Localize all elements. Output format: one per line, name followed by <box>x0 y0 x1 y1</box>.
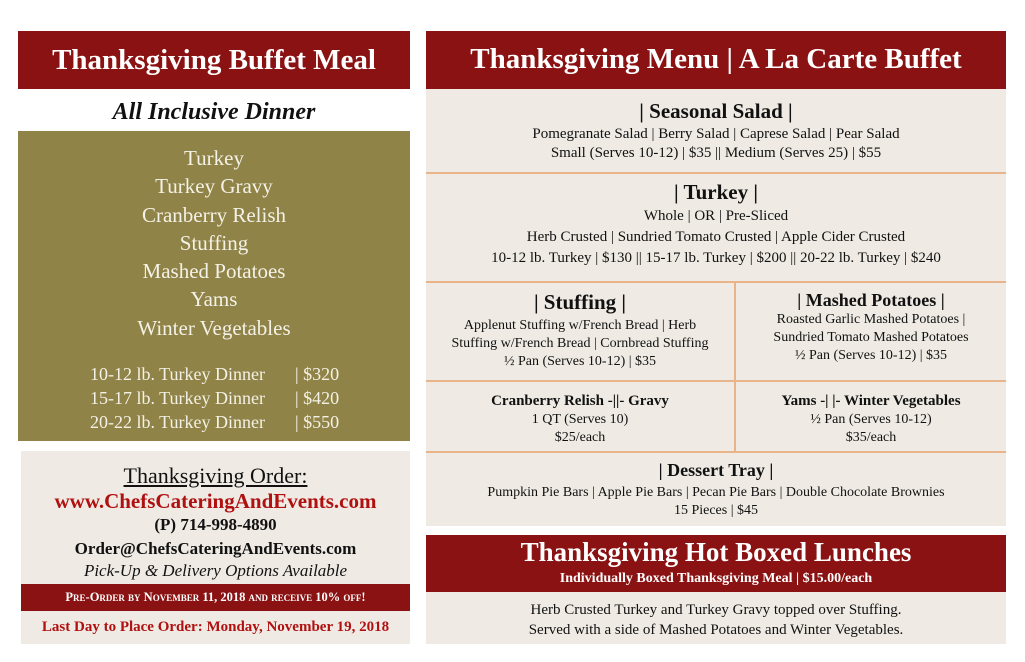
pickup-delivery-note: Pick-Up & Delivery Options Available <box>83 561 348 580</box>
menu-item: Cranberry Relish <box>141 202 287 227</box>
order-info-box <box>21 451 410 644</box>
website-link[interactable]: www.ChefsCateringAndEvents.com <box>54 489 377 513</box>
inclusive-menu-box <box>18 131 410 441</box>
dinner-price: | $420 <box>295 388 340 408</box>
last-day-notice: Last Day to Place Order: Monday, November 19, 2018 <box>41 619 390 635</box>
a-la-carte-panel <box>426 89 1006 526</box>
buffet-meal-title: Thanksgiving Buffet Meal <box>18 31 410 89</box>
dessert-tray-section <box>426 456 1006 520</box>
section-title: | Turkey | <box>674 180 758 204</box>
boxed-lunch-description <box>426 592 1006 644</box>
menu-item: Yams <box>190 287 238 312</box>
section-line: 15 Pieces | $45 <box>673 503 759 518</box>
dinner-price: | $550 <box>295 412 340 432</box>
section-line: ½ Pan (Serves 10-12) <box>810 412 932 427</box>
section-divider <box>426 380 1006 382</box>
section-divider <box>426 281 1006 283</box>
section-line: Small (Serves 10-12) | $35 || Medium (Serves 25) | $55 <box>550 145 882 161</box>
a-la-carte-title: Thanksgiving Menu | A La Carte Buffet <box>426 31 1006 89</box>
order-heading: Thanksgiving Order: <box>123 463 308 488</box>
section-line: $35/each <box>845 430 897 445</box>
stuffing-section <box>426 287 734 371</box>
boxed-lunch-banner <box>426 535 1006 592</box>
dinner-name: 20-22 lb. Turkey Dinner <box>90 412 265 432</box>
preorder-discount-banner: Pre-Order by November 11, 2018 and receive 10% off! <box>21 584 410 611</box>
section-title: | Dessert Tray | <box>658 460 774 480</box>
section-line: Herb Crusted | Sundried Tomato Crusted | Apple Cider Crusted <box>526 229 906 245</box>
mashed-potatoes-section <box>736 289 1006 365</box>
section-title: Cranberry Relish -||- Gravy <box>491 393 669 409</box>
section-line: Pomegranate Salad | Berry Salad | Caprese Salad | Pear Salad <box>532 126 900 142</box>
dinner-name: 15-17 lb. Turkey Dinner <box>90 388 265 408</box>
section-line: ½ Pan (Serves 10-12) | $35 <box>794 348 948 363</box>
section-line: Pumpkin Pie Bars | Apple Pie Bars | Pecan Pie Bars | Double Chocolate Brownies <box>487 485 945 500</box>
turkey-section <box>426 177 1006 268</box>
section-line: $25/each <box>554 430 606 445</box>
section-line: Roasted Garlic Mashed Potatoes | <box>776 312 966 327</box>
phone-number: (P) 714-998-4890 <box>154 515 277 534</box>
inclusive-menu-list <box>18 144 410 342</box>
section-line: Whole | OR | Pre-Sliced <box>643 208 789 224</box>
all-inclusive-subtitle: All Inclusive Dinner <box>112 99 316 125</box>
dinner-name: 10-12 lb. Turkey Dinner <box>90 364 265 384</box>
boxed-lunch-title: Thanksgiving Hot Boxed Lunches <box>520 537 912 567</box>
yams-vegetables-section <box>736 391 1006 447</box>
section-divider <box>426 172 1006 174</box>
seasonal-salad-section <box>426 97 1006 163</box>
description-line: Herb Crusted Turkey and Turkey Gravy topped over Stuffing. <box>530 602 902 618</box>
menu-item: Winter Vegetables <box>137 315 291 340</box>
menu-item: Turkey <box>184 146 244 170</box>
section-line: Sundried Tomato Mashed Potatoes <box>773 330 969 345</box>
cranberry-gravy-section <box>426 391 734 447</box>
dinner-price: | $320 <box>295 364 340 384</box>
section-title: | Stuffing | <box>533 290 627 314</box>
section-line: ½ Pan (Serves 10-12) | $35 <box>503 354 657 369</box>
boxed-lunch-subtitle: Individually Boxed Thanksgiving Meal | $15.00/each <box>559 571 873 586</box>
section-line: Applenut Stuffing w/French Bread | Herb <box>463 318 697 333</box>
section-line: 1 QT (Serves 10) <box>531 412 629 427</box>
description-line: Served with a side of Mashed Potatoes and Winter Vegetables. <box>528 622 904 638</box>
section-title: | Seasonal Salad | <box>639 99 793 123</box>
menu-item: Turkey Gravy <box>155 174 273 199</box>
order-email[interactable]: Order@ChefsCateringAndEvents.com <box>74 539 357 558</box>
section-line: 10-12 lb. Turkey | $130 || 15-17 lb. Turkey | $200 || 20-22 lb. Turkey | $240 <box>491 250 941 266</box>
section-title: Yams -| |- Winter Vegetables <box>781 393 961 409</box>
section-divider <box>426 451 1006 453</box>
menu-item: Stuffing <box>179 230 249 255</box>
section-title: | Mashed Potatoes | <box>797 290 945 310</box>
section-line: Stuffing w/French Bread | Cornbread Stuffing <box>451 336 709 351</box>
menu-item: Mashed Potatoes <box>142 259 286 284</box>
